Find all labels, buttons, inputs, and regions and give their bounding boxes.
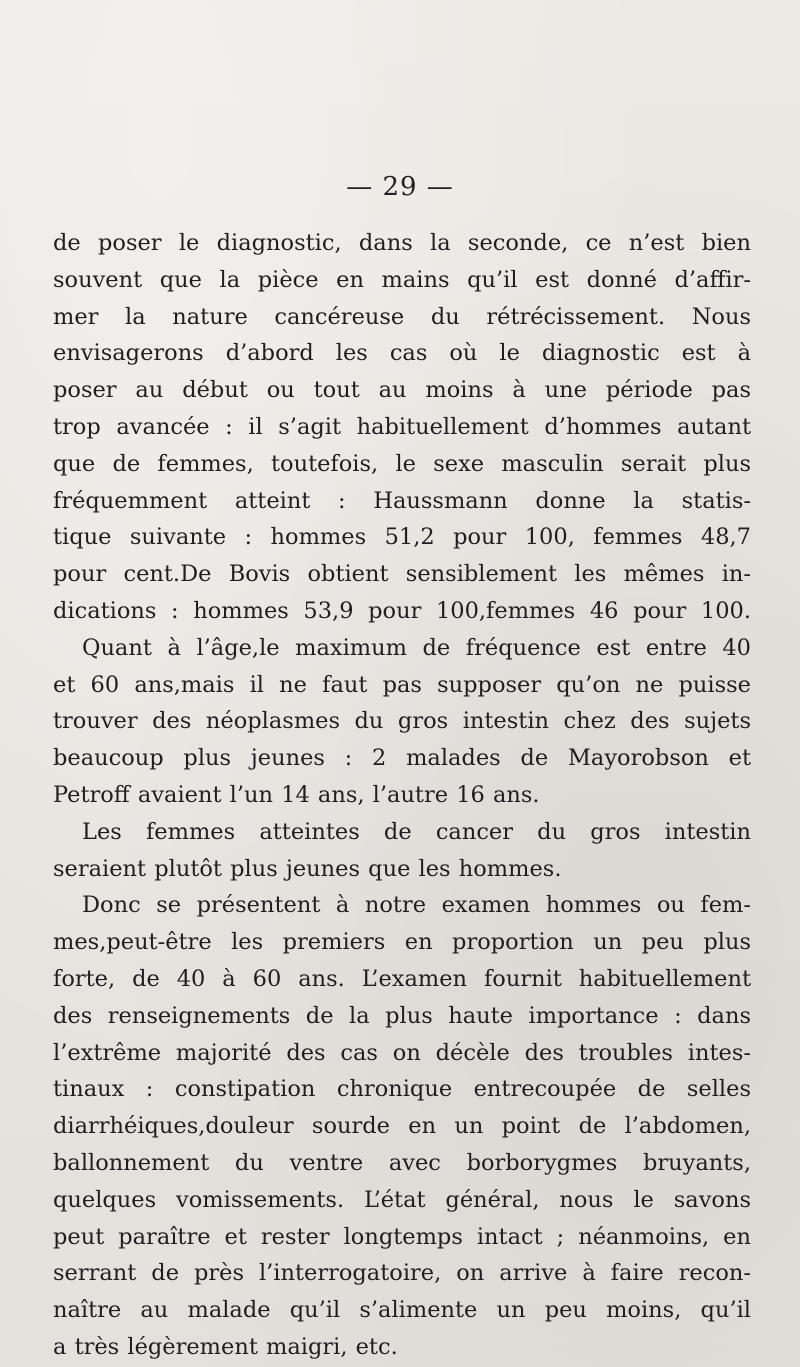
text-line: naître au malade qu’il s’alimente un peu moins, qu’il [53,1297,751,1324]
text-line: souvent que la pièce en mains qu’il est donné d’affir- [53,266,751,293]
text-line: des renseignements de la plus haute importance : dans [53,1002,751,1029]
text-line: et 60 ans,mais il ne faut pas supposer qu’on ne puisse [53,671,751,698]
text-line: dications : hommes 53,9 pour 100,femmes 46 pour 100. [53,597,751,624]
text-line: envisagerons d’abord les cas où le diagnostic est à [53,340,751,367]
text-line: de poser le diagnostic, dans la seconde, ce n’est bien [53,230,751,256]
text-line: que de femmes, toutefois, le sexe masculin serait plus [53,450,751,477]
page-number: — 29 — [346,172,454,202]
text-line: pour cent.De Bovis obtient sensiblement les mêmes in- [53,561,751,588]
body-text [53,225,751,1366]
text-line: trop avancée : il s’agit habituellement d’hommes autant [53,413,751,440]
text-line: poser au début ou tout au moins à une période pas [53,377,751,404]
text-line: tique suivante : hommes 51,2 pour 100, femmes 48,7 [53,524,751,551]
text-line: ballonnement du ventre avec borborygmes bruyants, [53,1149,751,1176]
text-line: mer la nature cancéreuse du rétrécissement. Nous [53,303,751,330]
text-line: quelques vomissements. L’état général, nous le savons [53,1186,751,1213]
text-line: a très légèrement maigri, etc. [53,1333,398,1360]
text-line: fréquemment atteint : Haussmann donne la statis- [53,487,751,514]
text-line-paragraph-start: Quant à l’âge,le maximum de fréquence est entre 40 [82,634,751,661]
text-line: serrant de près l’interrogatoire, on arrive à faire recon- [53,1260,751,1287]
text-line: Petroff avaient l’un 14 ans, l’autre 16 ans. [53,781,540,808]
text-line: forte, de 40 à 60 ans. L’examen fournit habituellement [53,965,751,992]
text-line: beaucoup plus jeunes : 2 malades de Mayorobson et [53,745,751,772]
text-line-paragraph-start: Donc se présentent à notre examen hommes ou fem- [82,892,751,919]
text-line-paragraph-start: Les femmes atteintes de cancer du gros intestin [82,818,751,845]
text-line: peut paraître et rester longtemps intact ; néanmoins, en [53,1223,751,1250]
text-line: l’extrême majorité des cas on décèle des troubles intes- [53,1039,751,1066]
text-line: trouver des néoplasmes du gros intestin chez des sujets [53,708,751,735]
text-line: mes,peut-être les premiers en proportion un peu plus [53,929,751,956]
text-line: seraient plutôt plus jeunes que les hommes. [53,855,562,882]
text-line: tinaux : constipation chronique entrecoupée de selles [53,1076,751,1103]
text-line: diarrhéiques,douleur sourde en un point de l’abdomen, [53,1113,751,1140]
